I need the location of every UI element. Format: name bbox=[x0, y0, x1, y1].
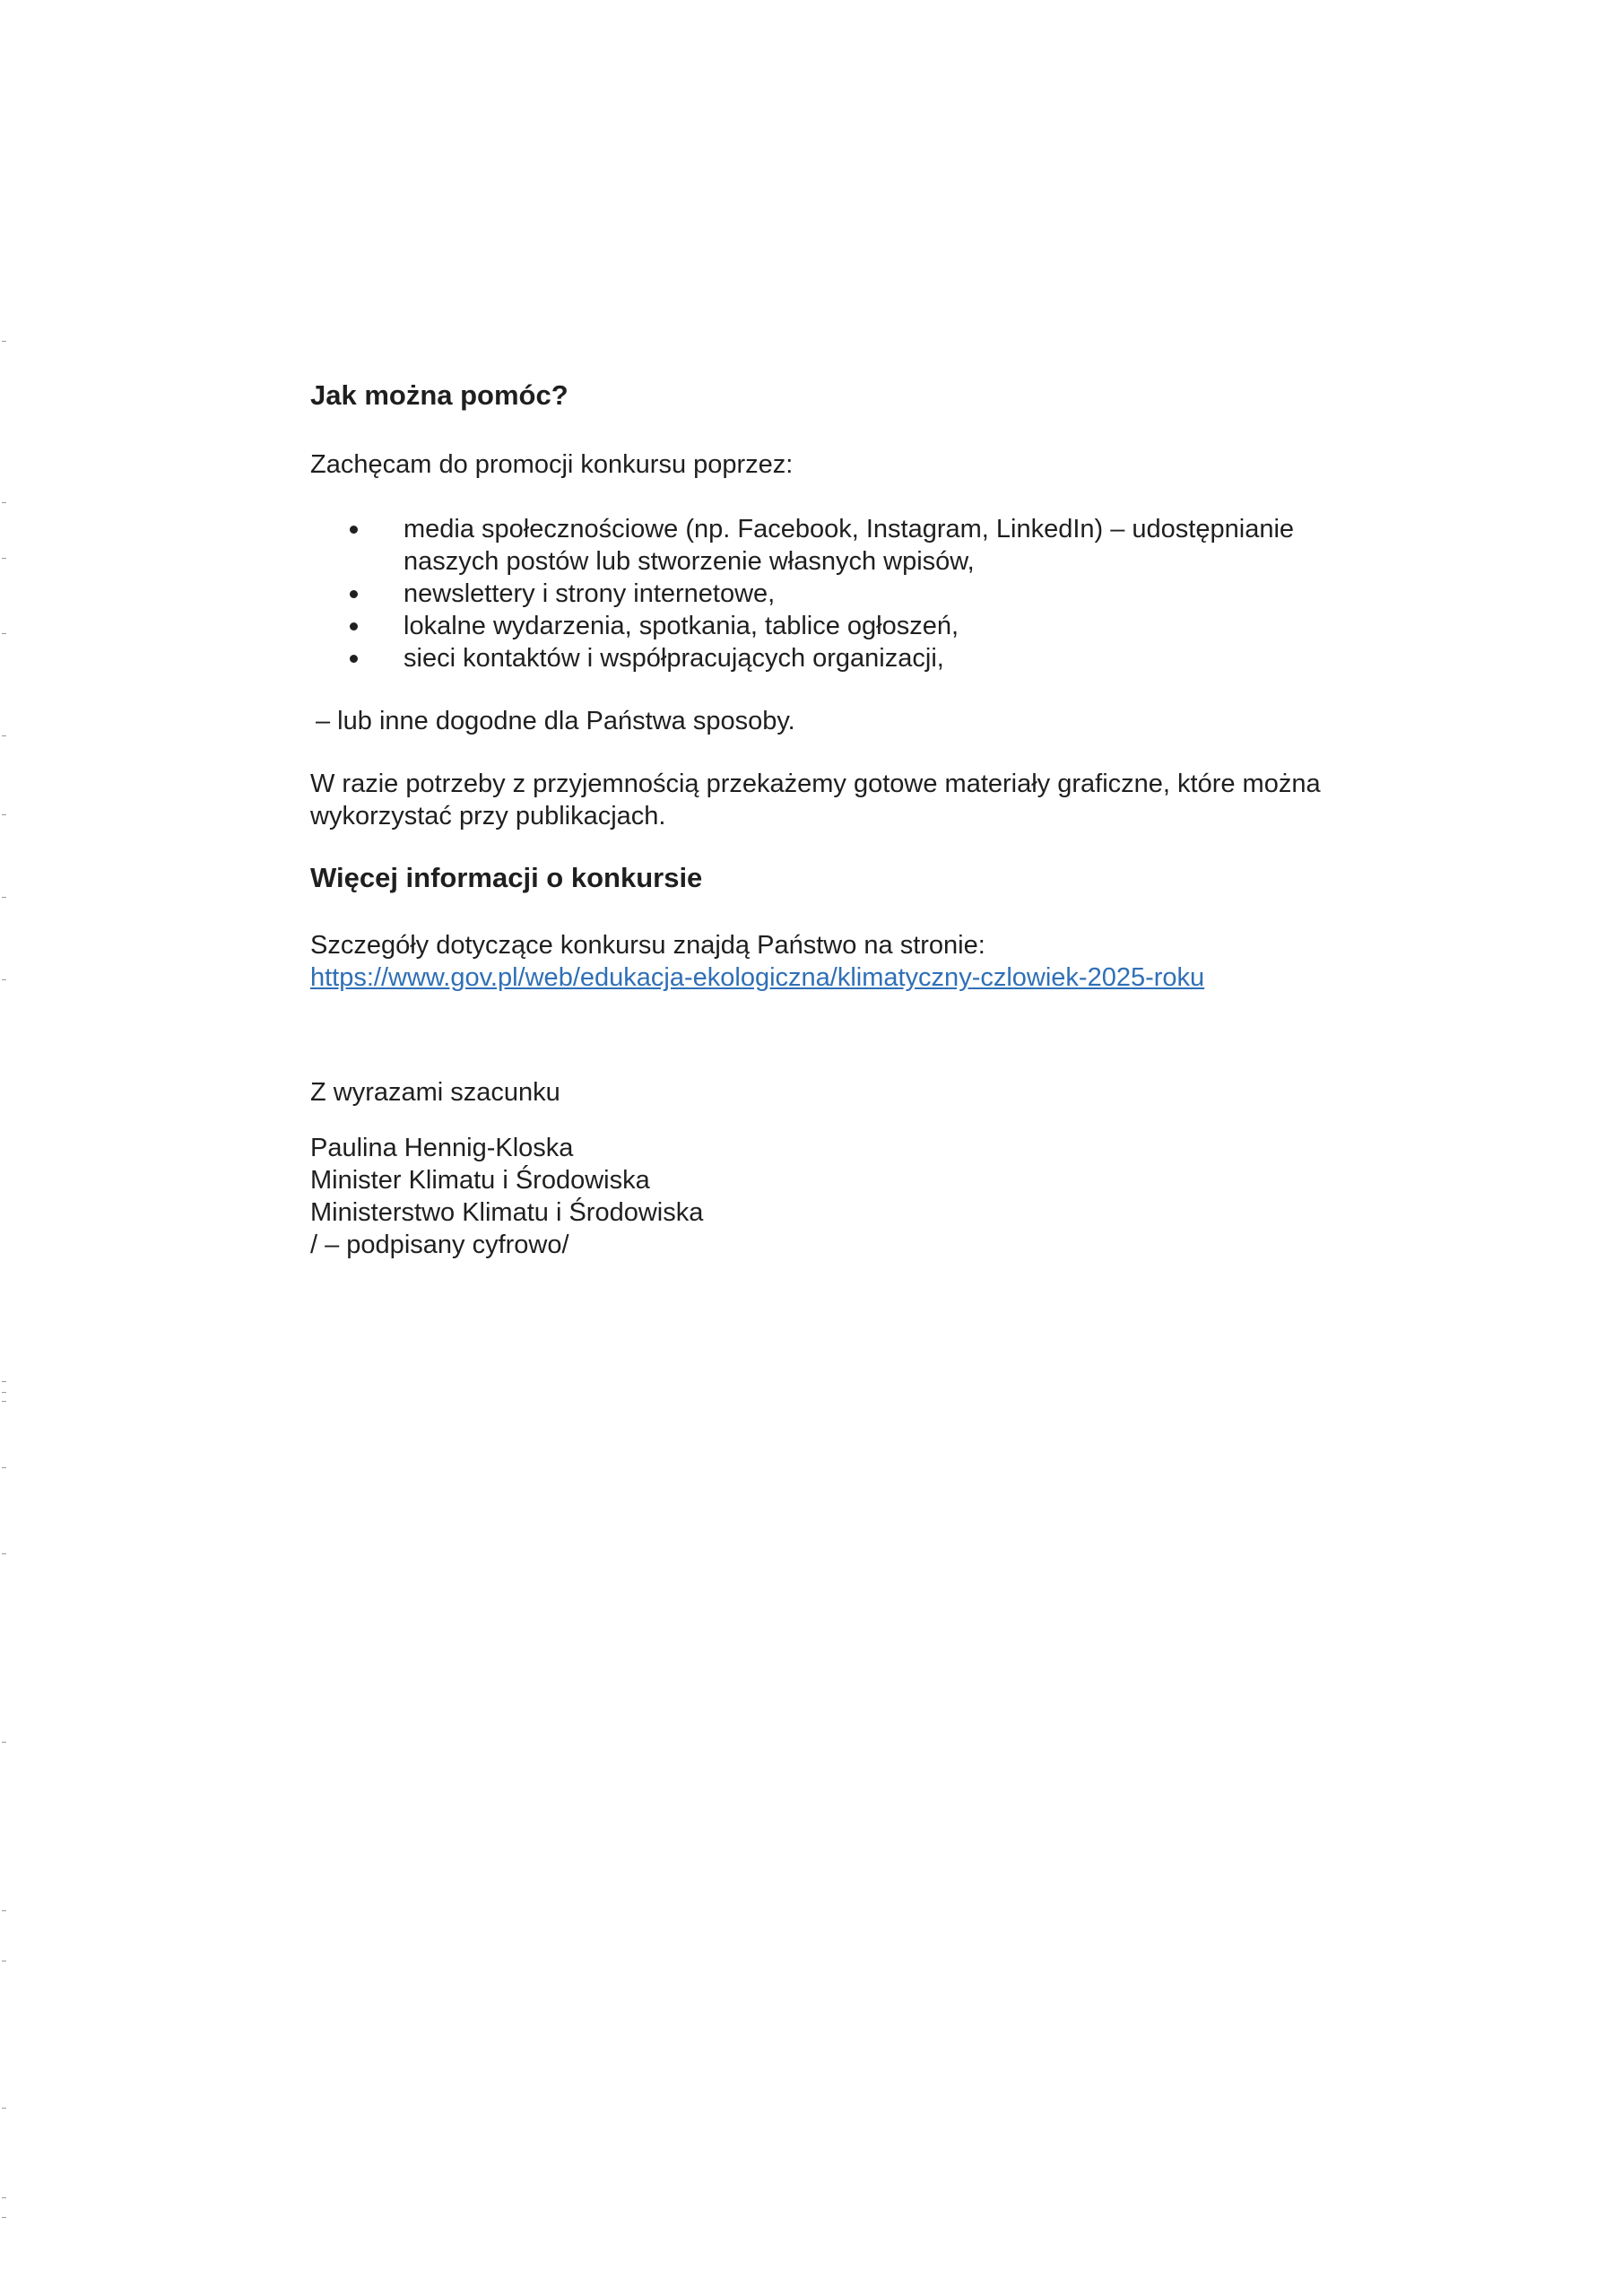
signatory-name: Paulina Hennig-Kloska bbox=[310, 1134, 574, 1162]
scan-mark bbox=[2, 2217, 6, 2218]
scan-margin-marks bbox=[0, 0, 9, 2296]
scan-mark bbox=[2, 897, 6, 898]
materials-paragraph bbox=[310, 768, 1350, 832]
bullet-icon bbox=[350, 622, 358, 631]
digital-signature-note: / – podpisany cyfrowo/ bbox=[310, 1231, 569, 1259]
contest-website-link[interactable]: https://www.gov.pl/web/edukacja-ekologiczna/klimatyczny-czlowiek-2025-roku bbox=[310, 963, 1205, 992]
alternative-methods: – lub inne dogodne dla Państwa sposoby. bbox=[316, 707, 795, 735]
list-item bbox=[404, 642, 1350, 674]
bullet-icon bbox=[350, 590, 358, 598]
materials-line: W razie potrzeby z przyjemnością przekażemy gotowe materiały graficzne, które można bbox=[310, 770, 1321, 798]
list-item-text: newslettery i strony internetowe, bbox=[404, 579, 776, 608]
scan-mark bbox=[2, 1467, 6, 1468]
scan-mark bbox=[2, 979, 6, 980]
bullet-icon bbox=[350, 655, 358, 663]
materials-line: wykorzystać przy publikacjach. bbox=[310, 802, 666, 831]
help-heading: Jak można pomóc? bbox=[310, 379, 568, 411]
scan-mark bbox=[2, 558, 6, 559]
scan-mark bbox=[2, 814, 6, 815]
help-intro: Zachęcam do promocji konkursu poprzez: bbox=[310, 450, 794, 479]
letter-body bbox=[310, 378, 1350, 1261]
scan-mark bbox=[2, 1910, 6, 1911]
scan-mark bbox=[2, 2108, 6, 2109]
scan-mark bbox=[2, 1401, 6, 1402]
list-item-text: sieci kontaktów i współpracujących organizacji, bbox=[404, 644, 944, 673]
list-item-text: naszych postów lub stworzenie własnych wpisów, bbox=[404, 547, 975, 576]
scan-mark bbox=[2, 1553, 6, 1554]
signature-block bbox=[310, 1132, 1350, 1261]
scan-mark bbox=[2, 1392, 6, 1393]
scan-mark bbox=[2, 341, 6, 342]
list-item-text: lokalne wydarzenia, spotkania, tablice ogłoszeń, bbox=[404, 612, 959, 640]
scan-mark bbox=[2, 735, 6, 736]
info-details: Szczegóły dotyczące konkursu znajdą Państwo na stronie: bbox=[310, 931, 985, 960]
info-heading: Więcej informacji o konkursie bbox=[310, 862, 703, 893]
signatory-title: Minister Klimatu i Środowiska bbox=[310, 1166, 650, 1195]
promotion-channels-list bbox=[310, 513, 1350, 674]
info-paragraph bbox=[310, 929, 1350, 994]
scan-mark bbox=[2, 633, 6, 634]
list-item bbox=[404, 513, 1350, 578]
scan-mark bbox=[2, 2197, 6, 2198]
list-item bbox=[404, 610, 1350, 642]
list-item bbox=[404, 578, 1350, 610]
scan-mark bbox=[2, 502, 6, 503]
list-item-text: media społecznościowe (np. Facebook, Instagram, LinkedIn) – udostępnianie bbox=[404, 515, 1295, 544]
signatory-institution: Ministerstwo Klimatu i Środowiska bbox=[310, 1198, 704, 1227]
scan-mark bbox=[2, 1381, 6, 1382]
closing-greeting: Z wyrazami szacunku bbox=[310, 1078, 560, 1107]
scan-mark bbox=[2, 1742, 6, 1743]
bullet-icon bbox=[350, 526, 358, 534]
